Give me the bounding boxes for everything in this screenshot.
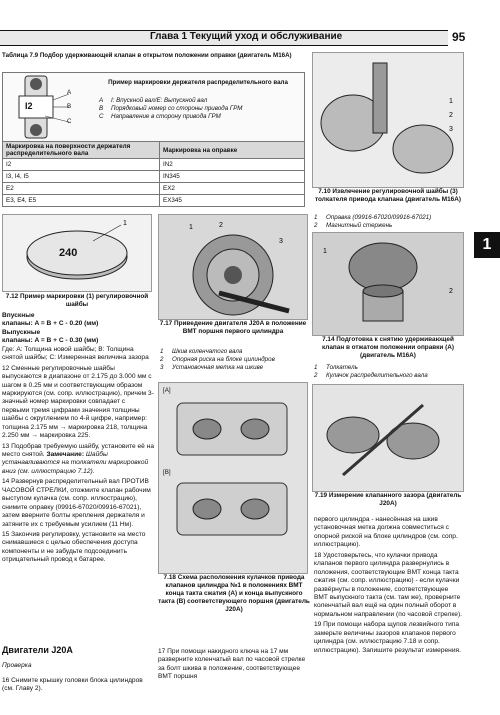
- paragraph-12: 12 Сменные регулировочные шайбы выпускаются в диапазоне от 2.175 до 3.000 мм с шагом в 0.25 мм и соответствующим образом маркируются (см. сопр. иллюстрацию), причем 3-значный номер маркировки совпадает с первыми тремя цифрами значения толщины шайбы с округлением по 4-й цифре, например: толщина 2.175 мм → маркировка 218, толщина 2.250 мм → маркировка 225.: [2, 364, 154, 440]
- cam-position-diagram: [159, 383, 307, 573]
- figure-7-18-caption: 7.18 Схема расположения кулачков привода клапанов цилиндра №1 в положениях ВМТ конца такта сжатия (А) и конца выпускного такта (В) соответствующего поршня (двигатель J20A): [158, 574, 310, 613]
- paragraph-17: 17 При помощи накидного ключа на 17 мм разверните коленчатый вал по часовой стрелке за болт шкива в положение, соответствующее ВМТ поршня: [158, 648, 306, 681]
- paragraph-15: 15 Закончив регулировку, установите на место снимавшиеся с целью обеспечения доступа компоненты и не забудьте подсоединить отрицательный провод к батарее.: [2, 530, 146, 564]
- figure-7-14-legend: 1 Толкатель 2 Кулачок распределительного вала: [314, 364, 428, 379]
- intake-label: Впускные: [2, 312, 35, 319]
- page-header: [0, 30, 500, 46]
- paragraph-13: 13 Подобрав требуемую шайбу, установите её на место снятой. Замечание: Шайбы устанавливаются на толкатели маркировкой вниз (см. иллюстрацию 7.12).: [2, 442, 154, 475]
- label-position-a: [A]: [163, 387, 171, 394]
- figure-7-10-caption: 7.10 Извлечение регулировочной шайбы (3) толкателя привода клапана (двигатель M16A): [315, 188, 461, 203]
- table-title: Таблица 7.9 Подбор удерживающей клапан в открытом положении оправки (двигатель M16A): [2, 52, 292, 59]
- table-row: I3, I4, I5 IN345: [3, 171, 305, 183]
- table-row: I2 IN2: [3, 159, 305, 171]
- label-a: A: [67, 89, 72, 96]
- figure-7-12-caption: 7.12 Пример маркировки (1) регулировочной шайбы: [5, 293, 149, 308]
- figure-7-10: [312, 52, 464, 188]
- svg-text:1: 1: [123, 220, 127, 227]
- shim-removal-image: [313, 53, 463, 187]
- section-title: Двигатели J20A: [2, 645, 73, 655]
- figure-7-12: [2, 214, 152, 292]
- chapter-tab: 1: [474, 232, 500, 258]
- figure-7-14-caption: 7.14 Подготовка к снятию удерживающей клапан в отжатом положении оправки (А) (двигатель M16A): [322, 336, 454, 359]
- paragraph-14: 14 Развернув распределительный вал ПРОТИВ ЧАСОВОЙ СТРЕЛКИ, отожмите клапан рабочим выступом кулачка (см. сопр. иллюстрацию), снимите оправку (09916-67020/09916-67021), затем вверните болты крепления держателя и затяните их с требуемым усилием (11 Нм).: [2, 478, 151, 528]
- subsection-title: Проверка: [2, 662, 32, 669]
- col-header-tool: Маркировка на оправке: [160, 142, 305, 159]
- col-header-holder: Маркировка на поверхности держателя распределительного вала: [3, 142, 160, 159]
- svg-text:1: 1: [189, 224, 193, 231]
- table-row: E2 EX2: [3, 183, 305, 195]
- camshaft-holder-image: [5, 74, 75, 140]
- figure-7-17: [158, 214, 308, 320]
- svg-text:2: 2: [449, 112, 453, 119]
- intake-formula: клапаны: A = B + C - 0.20 (мм): [2, 320, 99, 328]
- table-row: E3, E4, E5 EX345: [3, 195, 305, 207]
- crank-pulley-image: [159, 215, 307, 319]
- paragraph-18: 18 Удостоверьтесь, что кулачки привода клапанов первого цилиндра развернулись в положения, соответствующие ВМТ конца такта сжатия (см. сопр. иллюстрацию) - если кулачки развёрнуты в положение, соответствующее ВМТ выпускного такта (см. там же), проверните коленчатый вал ещё на один полный оборот в нормальном направлении (по часовой стрелке).: [314, 551, 463, 618]
- svg-text:2: 2: [449, 288, 453, 295]
- left-column: [2, 312, 154, 565]
- svg-text:3: 3: [449, 126, 453, 133]
- label-position-b: [B]: [163, 469, 171, 476]
- right-column: [314, 516, 464, 655]
- paragraph-16: 16 Снимите крышку головки блока цилиндров (см. Главу 2).: [2, 677, 143, 693]
- figure-7-19-caption: 7.19 Измерение клапанного зазора (двигатель J20A): [314, 492, 462, 507]
- header-title: Глава 1 Текущий уход и обслуживание: [150, 31, 343, 42]
- tappet-cam-image: [313, 233, 463, 335]
- shim-number: 240: [59, 247, 78, 259]
- page-number: 95: [452, 30, 466, 44]
- cam-mark: I2: [25, 101, 33, 111]
- svg-text:2: 2: [219, 222, 223, 229]
- valve-clearance-image: [313, 385, 463, 491]
- camshaft-holder-diagram: [2, 72, 305, 142]
- marking-table: [2, 141, 305, 207]
- exhaust-formula: клапаны: A = B + C - 0.30 (мм): [2, 337, 99, 345]
- paragraph-17-continued: первого цилиндра - нанесённая на шкив установочная метка должна совместиться с опорной риской на блоке цилиндров (см. сопр. иллюстрацию).: [314, 516, 458, 549]
- label-b: B: [67, 103, 72, 110]
- svg-text:1: 1: [323, 248, 327, 255]
- figure-7-19: [312, 384, 464, 492]
- label-c: C: [67, 118, 72, 125]
- where-label: Где:: [2, 345, 15, 353]
- svg-text:3: 3: [279, 238, 283, 245]
- figure-7-17-legend: 1 Шкив коленчатого вала 2 Опорная риска на блоке цилиндров 3 Установочная метка на шкиве: [160, 348, 275, 371]
- diagram-legend: A I: Впускной вал/E: Выпускной вал B Порядковый номер со стороны привода ГРМ C Направление в сторону привода ГРМ: [99, 97, 243, 120]
- exhaust-label: Выпускные: [2, 328, 41, 336]
- figure-7-14: [312, 232, 464, 336]
- where-definitions: A: Толщина новой шайбы; B: Толщина снятой шайбы; C: Измеренная величина зазора: [2, 345, 149, 362]
- figure-7-18: [158, 382, 308, 574]
- figure-7-17-caption: 7.17 Приведение двигателя J20A в положение ВМТ поршня первого цилиндра: [159, 320, 307, 335]
- diagram-title: Пример маркировки держателя распределительного вала: [108, 79, 288, 86]
- figure-7-10-legend: 1 Оправка (09916-67020/09916-67021) 2 Магнитный стержень: [314, 214, 432, 229]
- svg-text:1: 1: [449, 98, 453, 105]
- paragraph-19: 19 При помощи набора щупов лезвийного типа замерьте величины зазоров клапанов первого цилиндра (см. иллюстрацию 7.18 и сопр. иллюстрацию). Запишите результат измерения.: [314, 621, 461, 654]
